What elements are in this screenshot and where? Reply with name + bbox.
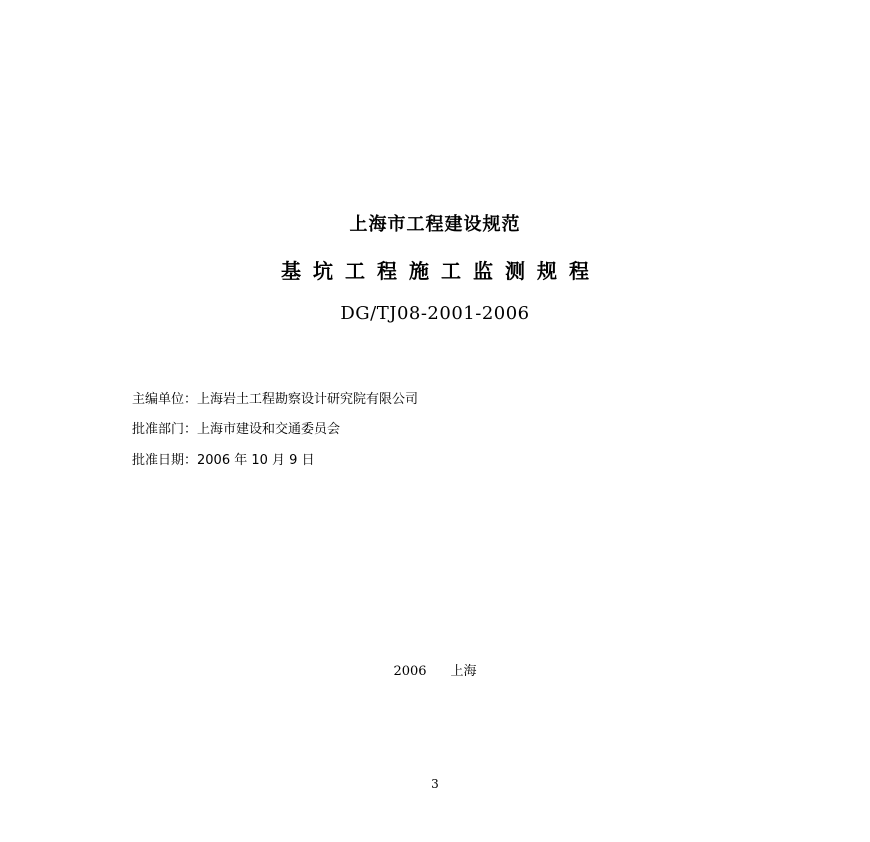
editor-unit-line [132, 388, 418, 407]
page-number: 3 [431, 777, 439, 791]
editor-unit-label: 主编单位： [132, 392, 198, 407]
approval-department-value: 上海市建设和交通委员会 [197, 422, 341, 437]
publication-year: 2006 [393, 664, 427, 679]
standard-code: DG/TJ08-2001-2006 [340, 303, 530, 324]
approval-date-value: 2006 年 10 月 9 日 [197, 453, 315, 468]
editor-unit-value: 上海岩土工程勘察设计研究院有限公司 [197, 392, 419, 407]
approval-department-label: 批准部门： [132, 422, 198, 437]
series-title: 上海市工程建设规范 [349, 214, 521, 235]
approval-date-label: 批准日期： [132, 453, 198, 468]
approval-date-line [132, 449, 315, 468]
approval-department-line [132, 418, 340, 437]
publication-place: 上海 [450, 664, 477, 679]
main-title: 基坑工程施工监测规程 [281, 259, 601, 283]
publication-line [0, 660, 870, 679]
